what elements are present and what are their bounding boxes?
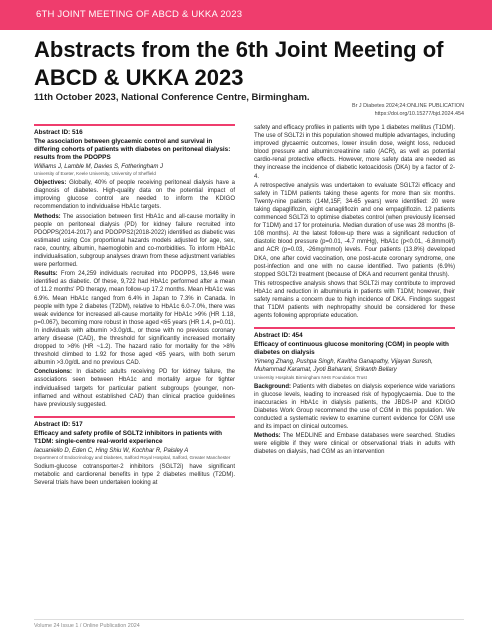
- objectives-text: Globally, 40% of people receiving peritoneal dialysis have a diagnosis of diabetes. High-quality data on the potential impact of improving glucose control are needed to inform the KDIGO recommendation to individualise HbA1c targets.: [34, 180, 235, 211]
- abstract-454-header: [254, 327, 455, 357]
- abstract-authors: Iacuaniello D, Eden C, Hing Shiu W, Kochhar R, Paisley A: [34, 447, 189, 454]
- abstract-affiliation: University of Exeter, Keele University, University of Sheffield: [34, 171, 156, 177]
- background-paragraph: [254, 383, 455, 432]
- abstract-id: Abstract ID: 516: [34, 129, 83, 136]
- abstract-517-header: [34, 416, 235, 446]
- abstract-authors: Yimeng Zhang, Pushpa Singh, Kavitha Ganapathy, Vijayan Suresh, Muhammad Karamat, Jyoti Baharani, Srikanth Bellary: [254, 359, 433, 374]
- page-title: Abstracts from the 6th Joint Meeting of ABCD & UKKA 2023: [34, 37, 444, 90]
- section-label: Methods:: [34, 213, 61, 220]
- citation-block: [352, 102, 464, 118]
- section-label: Objectives:: [34, 180, 67, 187]
- meeting-subtitle: 11th October 2023, National Conference Centre, Birmingham.: [34, 92, 310, 103]
- methods-text: The MEDLINE and Embase databases were searched. Studies were eligible if they were clinical or observational trials in adults with diabetes on dialysis, had CGM as an intervention: [254, 433, 455, 456]
- citation-doi: https://doi.org/10.15277/bjd.2024.454: [374, 111, 464, 117]
- page-footer: Volume 24 Issue 1 / Online Publication 2024: [34, 619, 464, 629]
- abstract-id: Abstract ID: 454: [254, 332, 303, 340]
- abstract-id: Abstract ID: 517: [34, 420, 83, 428]
- methods-paragraph: [254, 432, 455, 456]
- objectives-paragraph: [34, 179, 235, 211]
- results-paragraph: [34, 270, 235, 367]
- abstract-title: Efficacy of continuous glucose monitoring (CGM) in people with diabetes on dialysis: [254, 341, 449, 357]
- section-label: Background:: [254, 383, 292, 390]
- abstract-affiliation: University Hospitals Birmingham NHS Foundation Trust: [254, 374, 367, 380]
- methods-paragraph: [34, 213, 235, 270]
- body-paragraph: Sodium-glucose cotransporter-2 inhibitors (SGLT2i) have significant metabolic and cardiorenal benefits in type 2 diabetes mellitus (T2DM). Several trials have been undertaken looking at: [34, 464, 235, 487]
- abstract-title: Efficacy and safety profile of SGLT2 inhibitors in patients with T1DM: single-centre real-world experience: [34, 429, 223, 445]
- section-label: Results:: [34, 271, 58, 278]
- methods-text: The association between first HbA1c and all-cause mortality in people on peritoneal dialysis (PD) for kidney failure recruited into PDOPPS(2014-2017) and PDOPPS2(2018-2022) identified as diabetic was estimated using Cox proportional hazards models adjusted for age, sex, race, country, albumin, haemoglobin and co-morbidities. To inform HbA1c individualisation, subgroup analyses drawn from these adjustment variables were performed.: [34, 213, 235, 269]
- abstract-affiliation: Department of Endocrinology and Diabetes, Salford Royal Hospital, Salford, Greater Manchester: [34, 455, 231, 460]
- citation-journal: Br J Diabetes 2024;24:ONLINE PUBLICATION: [352, 103, 464, 109]
- abstract-authors: Williams J, Lamble M, Davies S, Fotheringham J: [34, 164, 163, 171]
- conclusions-paragraph: [34, 368, 235, 408]
- running-header-bar: [0, 0, 492, 30]
- right-column: [254, 124, 455, 457]
- body-paragraph: safety and efficacy profiles in patients with type 1 diabetes mellitus (T1DM). The use of SGLT2i in this population showed multiple advantages, including improved glycaemic outcomes, lower insulin dose, weight loss, reduced blood pressure and albumin:creatinine ratio (ACR), as well as potential cardio-renal protective effects. However, more safety data are needed as they increase the incidence of diabetic ketoacidosis (DKA) by a factor of 2-4.: [254, 125, 456, 180]
- abstract-title: The association between glycaemic control and survival in differing cohorts of patients with diabetes on peritoneal dialysis: results from the PDOPPS: [34, 138, 231, 162]
- background-text: Patients with diabetes on dialysis experience wide variations in glucose levels, leading to increased risk of hypoglycaemia. Due to the inaccuracies in HbA1c in dialysis patients, the JBDS-IP and KDIGO Diabetes Work Group recommend the use of CGM in this population. We conducted a systematic review to examine current evidence for CGM use and its impact on clinical outcomes.: [254, 383, 455, 430]
- conclusions-text: In diabetic adults receiving PD for kidney failure, the associations seen between HbA1c and mortality argue for tighter individualised targets for particular patient subgroups (younger, non-inflamed and without established CAD) than clinical practice guidelines have previously suggested.: [34, 369, 235, 408]
- results-text: From 24,259 individuals recruited into PDOPPS, 13,646 were identified as diabetic. Of these, 9,722 had HbA1c performed after a mean of 11.2 months' PD therapy, mean follow-up 17.2 months. Mean HbA1c was 6.9%. Mean HbA1c ranged from 6.4% in Japan to 7.3% in Canada. In people with type 2 diabetes (T2DM), relative to HbA1c 6.0-7.0%, there was weak evidence for increased all-cause mortality for HbA1c >9% (HR 1.18, p=0.067), becoming more robust in those aged <65 years (HR 1.4, p=0.01). In individuals with albumin >3.0g/dL, or those with no previous coronary artery disease (CAD), the threshold for significantly increased mortality dropped to >8% (HR ~1.2). The hazard ratio for mortality for the >8% threshold climbed to 1.92 for those aged <65 years, with both serum albumin >3.0g/dL and no previous CAD.: [34, 271, 235, 367]
- body-paragraph: This retrospective analysis shows that SGLT2i may contribute to improved HbA1c and reduction in albuminuria in patients with T1DM; however, their safety remains a concern due to high incidence of DKA. Findings suggest that T1DM patients with nephropathy should be considered for these agents following appropriate education.: [254, 280, 455, 320]
- abstract-516-header: [34, 124, 235, 162]
- running-header-text: 6TH JOINT MEETING OF ABCD & UKKA 2023: [36, 9, 243, 20]
- left-column: [34, 124, 235, 488]
- body-paragraph: A retrospective analysis was undertaken to evaluate SGLT2i efficacy and safety in T1DM patients taking these agents for more than six months. Twenty-nine patients (14M,15F, 34-65 years) were identified: 20 were taking dapagliflozin, eight canagliflozin and one empagliflozin. 12 patients commenced SGLT2i to optimise diabetes control (when previously licensed for T1DM) and 17 for proteinuria. Median duration of use was 28 months (8-108 months). At the latest follow-up there was a significant reduction of diastolic blood pressure (p=0.01, -4.7 mmHg), HbA1c (p<0.01, -6.8mmol/l) and ACR (p=0.03, -26mg/mmol) levels. Four patients (13.8%) developed DKA, one after covid vaccination, one post-acute coronary syndrome, one post-infection and one with no cause identified. Two patients (6.9%) stopped SGLT2i treatment (because of DKA and recurrent genital thrush).: [254, 182, 455, 278]
- section-label: Methods:: [254, 433, 281, 440]
- section-label: Conclusions:: [34, 369, 73, 376]
